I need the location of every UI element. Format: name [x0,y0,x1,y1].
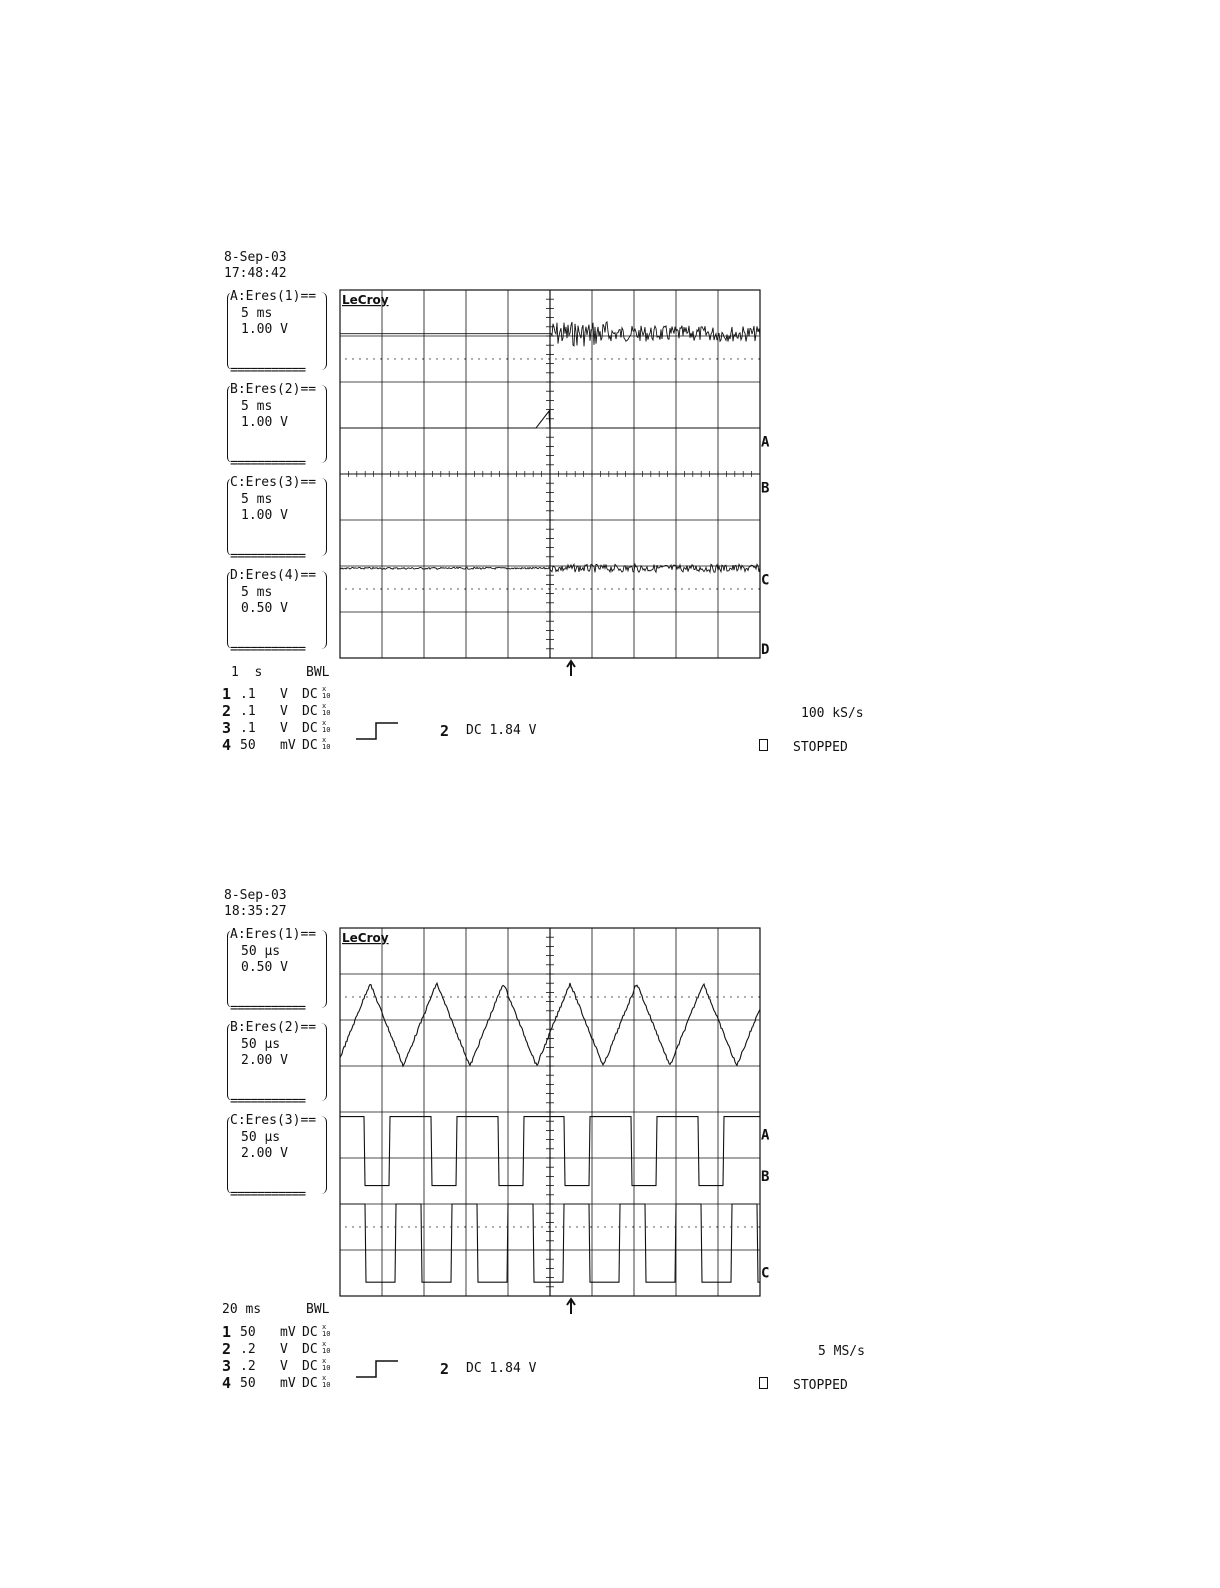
reference-dot [359,588,360,589]
reference-dot [408,1226,409,1227]
trace-marker-a: A [761,434,770,451]
reference-dot [604,996,605,997]
reference-dot [422,996,423,997]
channel-coupling: DC [302,687,318,702]
reference-dot [716,588,717,589]
reference-dot [380,588,381,589]
channel-number: 4 [222,1374,232,1392]
reference-dot [394,1226,395,1227]
reference-dot [478,1226,479,1227]
reference-dot [667,1226,668,1227]
reference-dot [737,588,738,589]
reference-dot [450,996,451,997]
reference-dot [632,996,633,997]
trace-header: A:Eres(1)== [230,289,317,304]
reference-dot [527,1226,528,1227]
reference-dot [611,1226,612,1227]
channel-unit: mV [280,738,296,753]
probe-attenuation: x 10 [322,1357,331,1372]
channel-row [222,720,336,737]
trace-timebase: 50 μs [241,944,281,959]
reference-dot [688,996,689,997]
channel-row [222,703,336,720]
channel-coupling: DC [302,704,318,719]
reference-dot [464,996,465,997]
channel-table [222,686,336,754]
reference-dot [716,996,717,997]
reference-dot [506,588,507,589]
channel-coupling: DC [302,1342,318,1357]
reference-dot [387,996,388,997]
reference-dot [695,1226,696,1227]
trace-timebase: 50 μs [241,1130,281,1145]
reference-dot [646,588,647,589]
reference-dot [583,996,584,997]
channel-row [222,1324,336,1341]
reference-dot [590,996,591,997]
reference-dot [590,588,591,589]
reference-dot [506,1226,507,1227]
reference-dot [639,588,640,589]
reference-dot [471,1226,472,1227]
channel-number: 1 [222,1323,232,1341]
reference-dot [695,588,696,589]
reference-dot [751,996,752,997]
reference-dot [471,996,472,997]
reference-dot [478,996,479,997]
reference-dot [401,1226,402,1227]
trace-timebase: 5 ms [241,399,273,414]
reference-dot [520,588,521,589]
reference-dot [758,588,759,589]
brand-logo: LeCroy [342,931,389,945]
reference-dot [569,1226,570,1227]
reference-dot [408,588,409,589]
reference-dot [597,588,598,589]
reference-dot [562,996,563,997]
reference-dot [485,1226,486,1227]
reference-dot [499,996,500,997]
reference-dot [408,996,409,997]
reference-dot [674,996,675,997]
reference-dot [457,996,458,997]
reference-dot [387,588,388,589]
reference-dot [611,588,612,589]
reference-dot [485,588,486,589]
reference-dot [695,996,696,997]
reference-dot [744,588,745,589]
bwl-indicator: BWL [306,1302,330,1317]
reference-dot [380,996,381,997]
reference-dot [569,588,570,589]
channel-volts-per-div: .2 [240,1359,256,1374]
reference-dot [576,588,577,589]
capture-date: 8-Sep-03 [224,250,287,265]
trace-box-b [227,1020,327,1109]
reference-dot [352,588,353,589]
timebase-readout: 20 ms [222,1302,262,1317]
reference-dot [527,996,528,997]
reference-dot [464,588,465,589]
probe-attenuation: x 10 [322,1340,331,1355]
channel-unit: V [280,1359,288,1374]
reference-dot [492,1226,493,1227]
reference-dot [478,588,479,589]
channel-coupling: DC [302,1359,318,1374]
reference-dot [422,588,423,589]
probe-attenuation: x 10 [322,719,331,734]
reference-dot [394,996,395,997]
reference-dot [541,996,542,997]
reference-dot [639,996,640,997]
reference-dot [345,996,346,997]
trace-box-c [227,1113,327,1202]
trigger-arrow-icon [567,1299,575,1314]
reference-dot [359,1226,360,1227]
reference-dot [471,588,472,589]
capture-date: 8-Sep-03 [224,888,287,903]
reference-dot [415,1226,416,1227]
reference-dot [555,1226,556,1227]
probe-attenuation: x 10 [322,702,331,717]
trace-marker-b: B [761,480,770,497]
reference-dot [506,996,507,997]
reference-dot [576,1226,577,1227]
reference-dot [597,1226,598,1227]
channel-row [222,1358,336,1375]
channel-number: 2 [222,1340,232,1358]
reference-dot [618,588,619,589]
channel-coupling: DC [302,738,318,753]
reference-dot [709,588,710,589]
channel-number: 4 [222,736,232,754]
reference-dot [548,996,549,997]
bwl-indicator: BWL [306,665,330,680]
capture-time: 17:48:42 [224,266,287,281]
reference-dot [415,588,416,589]
reference-dot [646,1226,647,1227]
reference-dot [597,996,598,997]
trace-marker-d: D [761,642,770,658]
reference-dot [548,588,549,589]
channel-unit: V [280,1342,288,1357]
reference-dot [366,1226,367,1227]
probe-attenuation: x 10 [322,1374,331,1389]
reference-dot [604,588,605,589]
reference-dot [723,588,724,589]
channel-coupling: DC [302,721,318,736]
channel-number: 3 [222,1357,232,1375]
trace-volts: 1.00 V [241,415,288,430]
reference-dot [499,588,500,589]
reference-dot [436,588,437,589]
reference-dot [534,996,535,997]
reference-dot [583,588,584,589]
reference-dot [702,1226,703,1227]
reference-dot [744,996,745,997]
sample-rate: 5 MS/s [818,1344,865,1359]
reference-dot [464,1226,465,1227]
reference-dot [632,1226,633,1227]
trace-footer: =========== [230,1001,306,1016]
trace-volts: 0.50 V [241,601,288,616]
brand-logo: LeCroy [342,293,389,307]
trace-header: B:Eres(2)== [230,382,317,397]
trace-header: A:Eres(1)== [230,927,317,942]
reference-dot [499,1226,500,1227]
channel-coupling: DC [302,1376,318,1391]
reference-dot [681,996,682,997]
reference-dot [737,1226,738,1227]
reference-dot [604,1226,605,1227]
reference-dot [513,1226,514,1227]
trace-footer: =========== [230,1187,306,1202]
reference-dot [541,1226,542,1227]
channel-table [222,1324,336,1392]
trace-footer: =========== [230,1094,306,1109]
reference-dot [401,996,402,997]
reference-dot [618,1226,619,1227]
reference-dot [625,1226,626,1227]
reference-dot [366,588,367,589]
reference-dot [723,996,724,997]
reference-dot [667,588,668,589]
reference-dot [653,1226,654,1227]
capture-time: 18:35:27 [224,904,287,919]
channel-volts-per-div: .1 [240,687,256,702]
trace-volts: 1.00 V [241,508,288,523]
reference-dot [702,996,703,997]
trigger-channel: 2 [440,722,450,740]
reference-dot [562,588,563,589]
reference-dot [373,996,374,997]
channel-unit: mV [280,1376,296,1391]
reference-dot [548,1226,549,1227]
reference-dot [702,588,703,589]
reference-dot [646,996,647,997]
reference-dot [359,996,360,997]
reference-dot [709,996,710,997]
reference-dot [653,996,654,997]
probe-attenuation: x 10 [322,685,331,700]
trace-volts: 0.50 V [241,960,288,975]
reference-dot [387,1226,388,1227]
channel-row [222,686,336,703]
probe-attenuation: x 10 [322,1323,331,1338]
trigger-arrow-icon [567,661,575,676]
reference-dot [534,588,535,589]
reference-dot [520,1226,521,1227]
reference-dot [352,1226,353,1227]
reference-dot [590,1226,591,1227]
reference-dot [681,1226,682,1227]
reference-dot [513,588,514,589]
reference-dot [443,996,444,997]
trigger-edge-icon [356,1358,400,1380]
trace-footer: =========== [230,456,306,471]
reference-dot [639,1226,640,1227]
reference-dot [688,1226,689,1227]
channel-volts-per-div: .2 [240,1342,256,1357]
reference-dot [366,996,367,997]
reference-dot [660,588,661,589]
trace-volts: 2.00 V [241,1146,288,1161]
trace-header: B:Eres(2)== [230,1020,317,1035]
reference-dot [373,588,374,589]
trace-marker-c: C [761,572,770,589]
reference-dot [625,996,626,997]
trace-volts: 2.00 V [241,1053,288,1068]
reference-dot [555,588,556,589]
channel-volts-per-div: 50 [240,738,256,753]
trace-timebase: 50 μs [241,1037,281,1052]
trace-header: C:Eres(3)== [230,1113,317,1128]
reference-dot [688,588,689,589]
channel-volts-per-div: .1 [240,704,256,719]
reference-dot [429,588,430,589]
reference-dot [345,1226,346,1227]
reference-dot [611,996,612,997]
reference-dot [527,588,528,589]
reference-dot [492,588,493,589]
trace-timebase: 5 ms [241,306,273,321]
acquisition-status: STOPPED [793,1378,848,1393]
trigger-setting: DC 1.84 V [466,723,537,738]
reference-dot [653,588,654,589]
reference-dot [457,1226,458,1227]
reference-dot [345,588,346,589]
reference-dot [380,1226,381,1227]
reference-dot [562,1226,563,1227]
timebase-readout: 1 s [231,665,263,680]
reference-dot [457,588,458,589]
trace-header: C:Eres(3)== [230,475,317,490]
channel-row [222,1341,336,1358]
channel-volts-per-div: 50 [240,1376,256,1391]
reference-dot [716,1226,717,1227]
reference-dot [751,588,752,589]
channel-unit: V [280,704,288,719]
trace-timebase: 5 ms [241,492,273,507]
reference-dot [730,1226,731,1227]
reference-dot [758,1226,759,1227]
channel-unit: V [280,687,288,702]
reference-dot [667,996,668,997]
reference-dot [436,1226,437,1227]
trace-box-d [227,568,327,657]
reference-dot [492,996,493,997]
reference-dot [674,588,675,589]
reference-dot [352,996,353,997]
oscilloscope-grid [336,924,768,1304]
channel-number: 3 [222,719,232,737]
reference-dot [744,1226,745,1227]
channel-row [222,737,336,754]
reference-dot [373,1226,374,1227]
reference-dot [583,1226,584,1227]
trace-footer: =========== [230,642,306,657]
acquisition-status: STOPPED [793,740,848,755]
reference-dot [401,588,402,589]
trace-footer: =========== [230,363,306,378]
stop-icon [759,1377,768,1389]
reference-dot [394,588,395,589]
reference-dot [576,996,577,997]
reference-dot [422,1226,423,1227]
reference-dot [429,1226,430,1227]
trace-header: D:Eres(4)== [230,568,317,583]
channel-number: 2 [222,702,232,720]
reference-dot [541,588,542,589]
trace-timebase: 5 ms [241,585,273,600]
reference-dot [520,996,521,997]
channel-coupling: DC [302,1325,318,1340]
reference-dot [415,996,416,997]
reference-dot [555,996,556,997]
reference-dot [681,588,682,589]
reference-dot [429,996,430,997]
trigger-setting: DC 1.84 V [466,1361,537,1376]
trigger-edge-icon [356,720,400,742]
reference-dot [450,588,451,589]
reference-dot [443,588,444,589]
reference-dot [632,588,633,589]
reference-dot [513,996,514,997]
reference-dot [436,996,437,997]
reference-dot [450,1226,451,1227]
reference-dot [730,996,731,997]
channel-number: 1 [222,685,232,703]
reference-dot [674,1226,675,1227]
reference-dot [730,588,731,589]
reference-dot [723,1226,724,1227]
trace-marker-c: C [761,1265,770,1282]
trace-footer: =========== [230,549,306,564]
channel-unit: V [280,721,288,736]
trace-volts: 1.00 V [241,322,288,337]
reference-dot [618,996,619,997]
reference-dot [737,996,738,997]
channel-volts-per-div: .1 [240,721,256,736]
reference-dot [660,1226,661,1227]
channel-volts-per-div: 50 [240,1325,256,1340]
reference-dot [709,1226,710,1227]
stop-icon [759,739,768,751]
channel-row [222,1375,336,1392]
reference-dot [758,996,759,997]
channel-unit: mV [280,1325,296,1340]
trace-marker-a: A [761,1127,770,1144]
sample-rate: 100 kS/s [801,706,864,721]
reference-dot [485,996,486,997]
reference-dot [660,996,661,997]
reference-dot [751,1226,752,1227]
trigger-channel: 2 [440,1360,450,1378]
reference-dot [443,1226,444,1227]
trace-box-a [227,927,327,1016]
probe-attenuation: x 10 [322,736,331,751]
reference-dot [534,1226,535,1227]
reference-dot [625,588,626,589]
trace-marker-b: B [761,1169,770,1185]
reference-dot [569,996,570,997]
